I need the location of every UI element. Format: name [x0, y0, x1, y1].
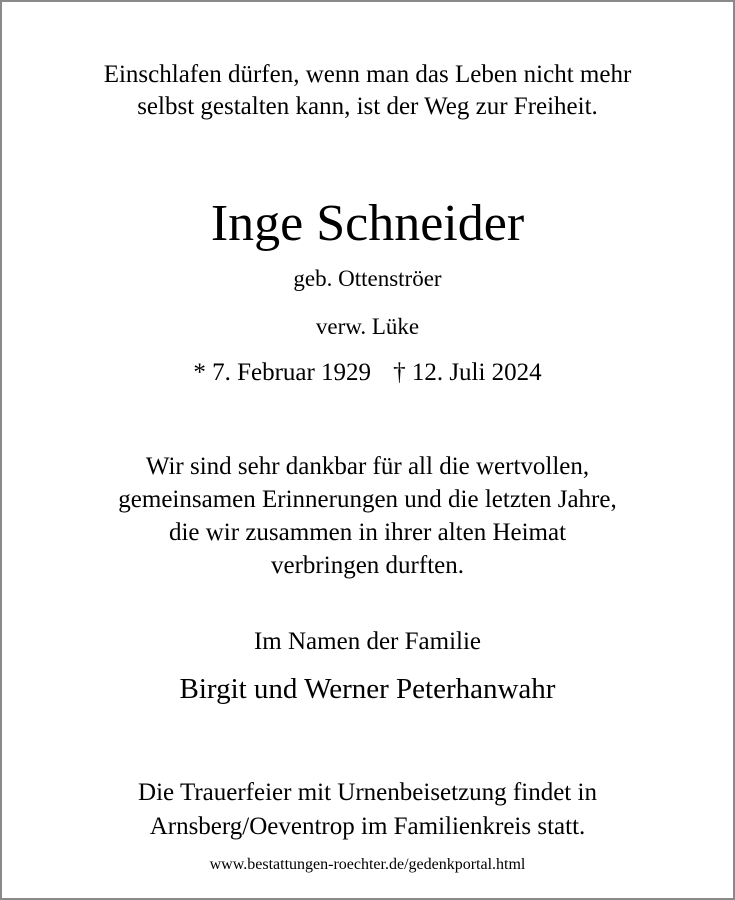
message-line-1: Wir sind sehr dankbar für all die wertvollen,: [145, 453, 590, 480]
birth-name: geb. Ottenströer: [293, 266, 442, 291]
widowed-name: verw. Lüke: [315, 314, 420, 339]
ceremony-line-1: Die Trauerfeier mit Urnenbeisetzung findet in: [138, 779, 597, 806]
family-intro: Im Namen der Familie: [253, 628, 481, 655]
ceremony-line-2: Arnsberg/Oeventrop im Familienkreis statt.: [149, 813, 586, 840]
quote-line-2: selbst gestalten kann, ist der Weg zur Freiheit.: [137, 93, 598, 120]
birth-date: * 7. Februar 1929: [193, 359, 372, 386]
message-line-2: gemeinsamen Erinnerungen und die letzten Jahre,: [118, 486, 617, 513]
message-line-4: verbringen durften.: [271, 552, 464, 579]
deceased-name: Inge Schneider: [210, 195, 525, 252]
family-names: Birgit und Werner Peterhanwahr: [179, 673, 556, 705]
death-date: † 12. Juli 2024: [393, 359, 542, 386]
message-line-3: die wir zusammen in ihrer alten Heimat: [168, 519, 567, 546]
funeral-home-url: www.bestattungen-roechter.de/gedenkportal.html: [209, 856, 526, 873]
quote-line-1: Einschlafen dürfen, wenn man das Leben nicht mehr: [103, 61, 632, 88]
life-dates: [2, 360, 733, 385]
